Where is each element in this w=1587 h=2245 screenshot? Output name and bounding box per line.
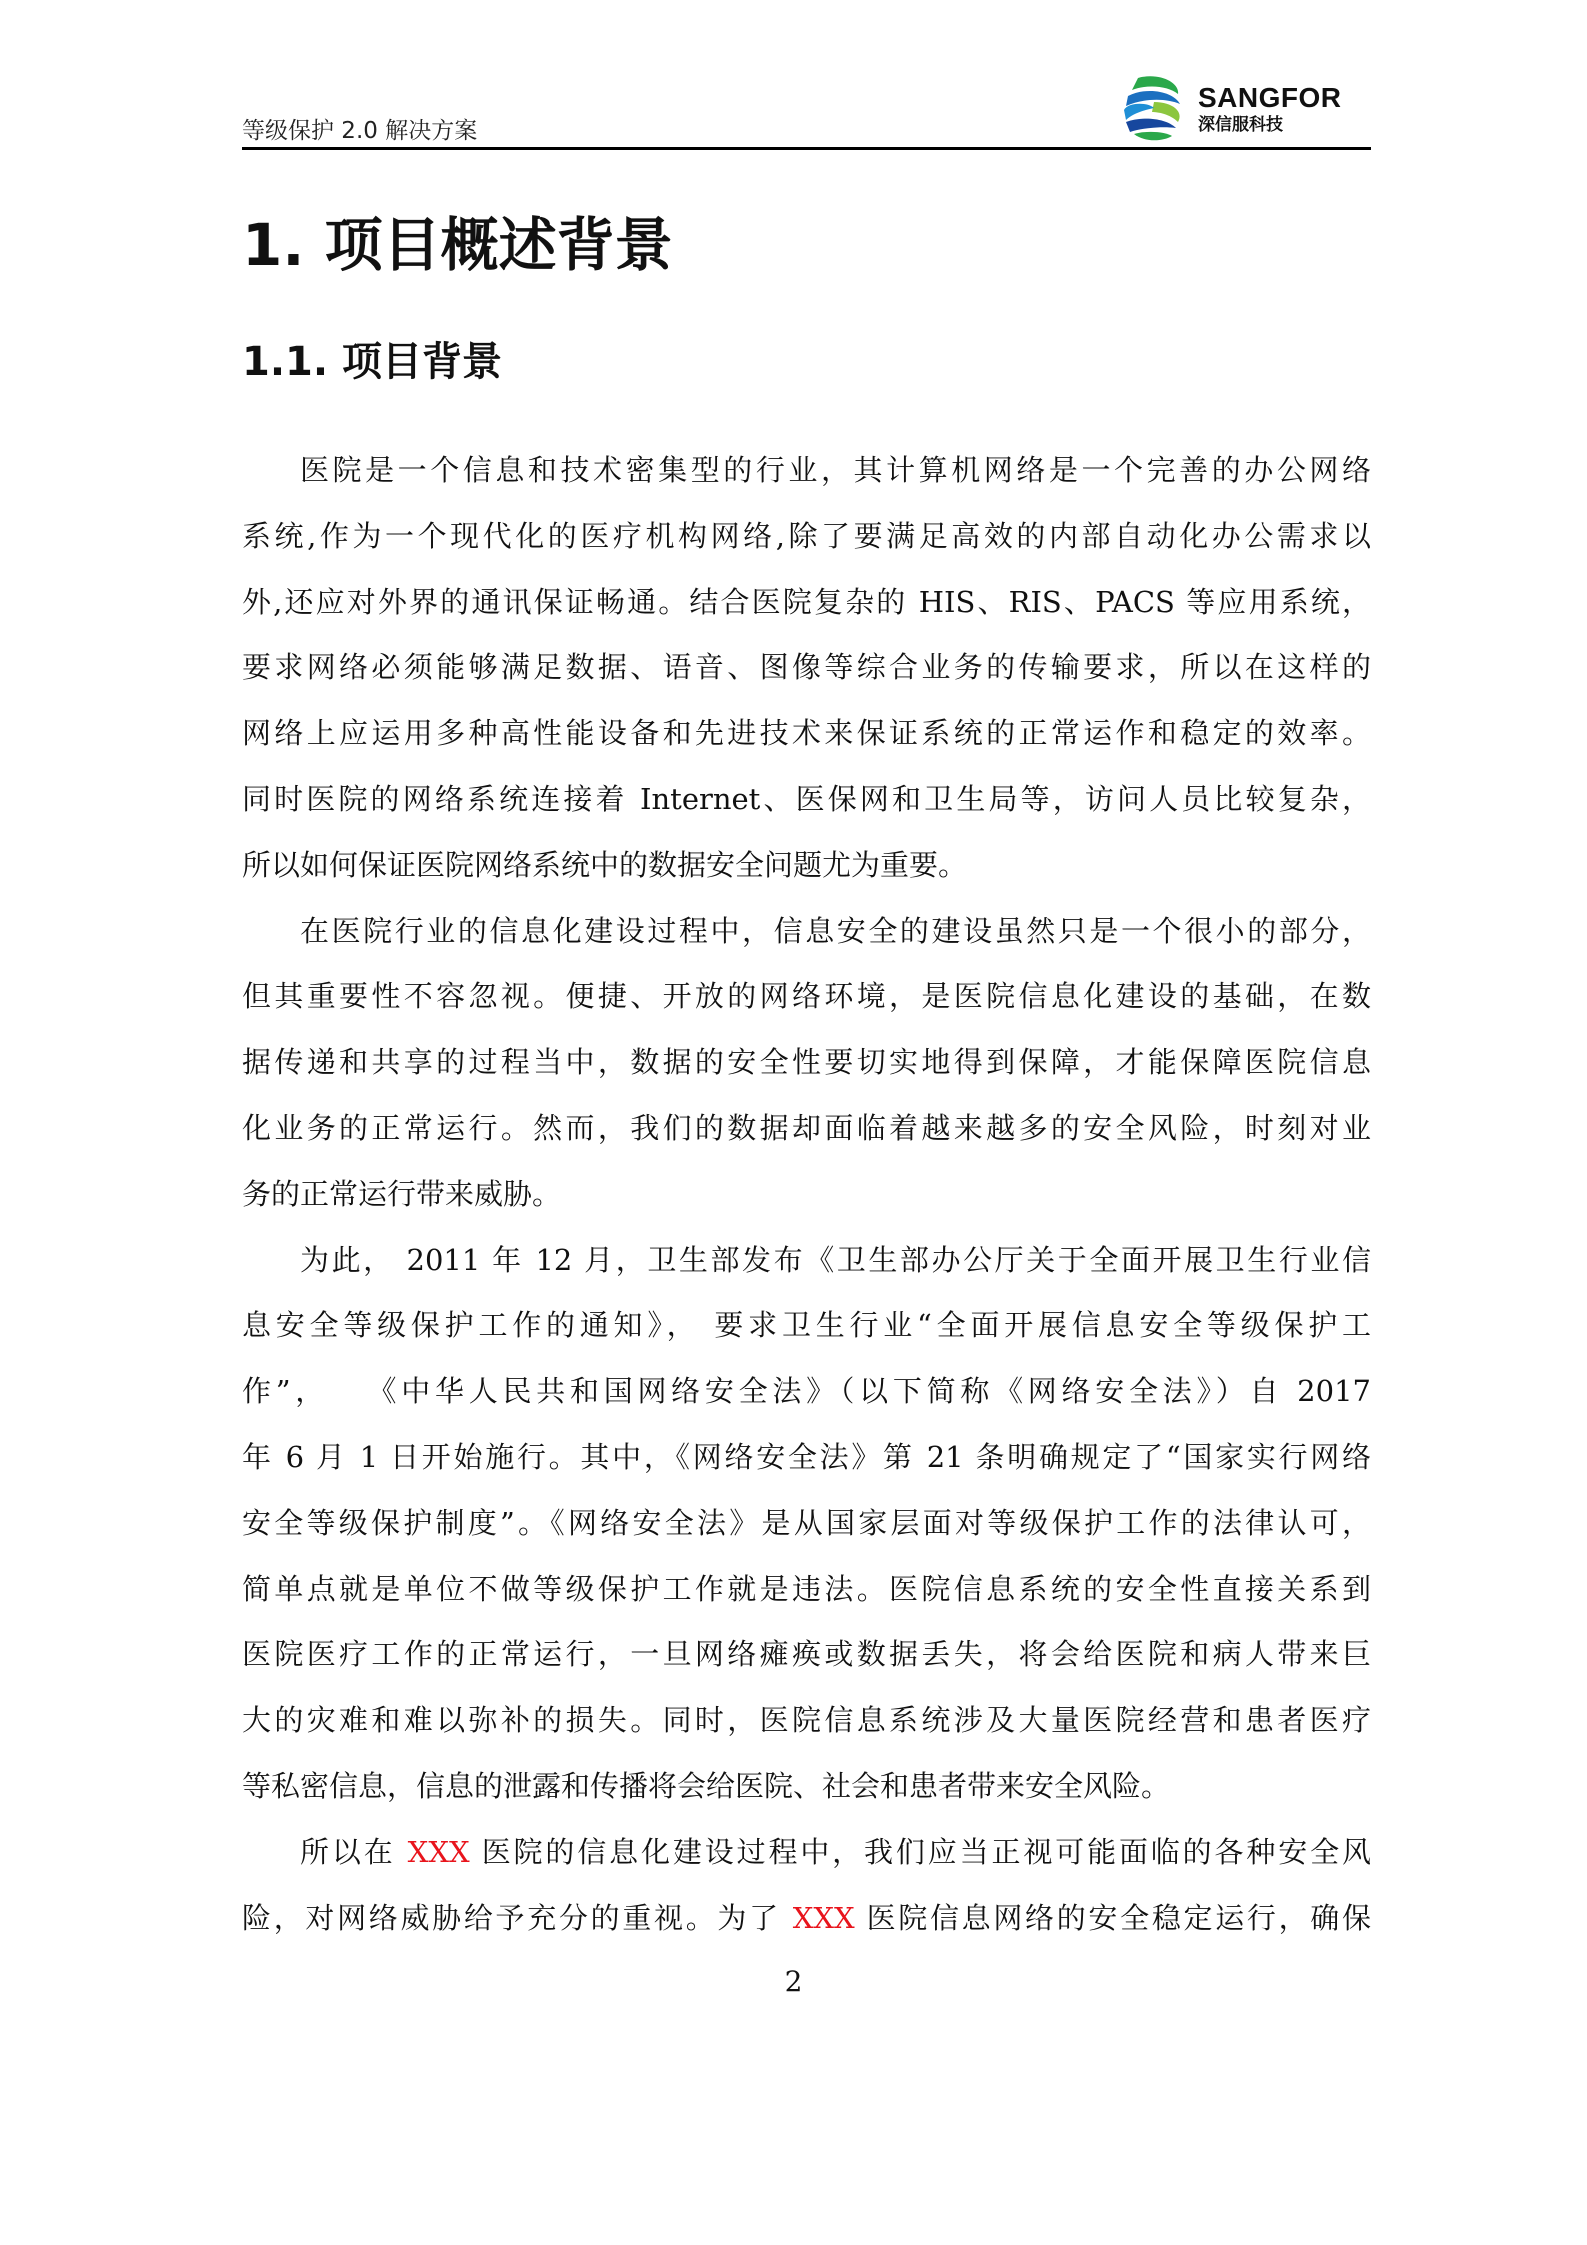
paragraph-line: 系统,作为一个现代化的医疗机构网络,除了要满足高效的内部自动化办公需求以 [242,518,1371,553]
paragraph-line: 外,还应对外界的通讯保证畅通。结合医院复杂的 HIS、RIS、PACS 等应用系统， [242,584,1371,619]
placeholder-highlight: XXX [792,1900,855,1935]
paragraph-line: 网络上应运用多种高性能设备和先进技术来保证系统的正常运作和稳定的效率。 [242,716,1371,751]
paragraph-line: 简单点就是单位不做等级保护工作就是违法。医院信息系统的安全性直接关系到 [242,1571,1371,1606]
paragraph-line [242,1829,1371,1895]
paragraph-line: 医院医疗工作的正常运行，一旦网络瘫痪或数据丢失，将会给医院和病人带来巨 [242,1637,1371,1672]
logo-text-en: SANGFOR [1198,81,1342,113]
logo-text-cn: 深信服科技 [1198,114,1283,134]
paragraph-line: 在医院行业的信息化建设过程中，信息安全的建设虽然只是一个很小的部分， [300,913,1371,948]
page-number: 2 [784,1965,803,1998]
running-header: 等级保护 2.0 解决方案 [242,118,478,144]
paragraph-line: 据传递和共享的过程当中，数据的安全性要切实地得到保障，才能保障医院信息 [242,1045,1371,1080]
paragraph-line: 安全等级保护制度”。《网络安全法》是从国家层面对等级保护工作的法律认可， [242,1505,1371,1540]
paragraph-line [242,1895,1371,1961]
sangfor-logo [1118,72,1342,144]
heading-2: 1.1. 项目背景 [242,339,502,385]
paragraph-line: 化业务的正常运行。然而，我们的数据却面临着越来越多的安全风险，时刻对业 [242,1110,1371,1145]
paragraph-line: 大的灾难和难以弥补的损失。同时，医院信息系统涉及大量医院经营和患者医疗 [242,1703,1371,1738]
placeholder-highlight: XXX [407,1834,470,1869]
paragraph-line: 要求网络必须能够满足数据、语音、图像等综合业务的传输要求，所以在这样的 [242,650,1371,685]
paragraph-line: 为此， 2011 年 12 月，卫生部发布《卫生部办公厅关于全面开展卫生行业信 [300,1242,1371,1277]
paragraph-line: 年 6 月 1 日开始施行。其中，《网络安全法》第 21 条明确规定了“国家实行网络 [242,1439,1371,1474]
paragraph-line: 等私密信息，信息的泄露和传播将会给医院、社会和患者带来安全风险。 [242,1768,1171,1803]
paragraph-line: 务的正常运行带来威胁。 [242,1176,562,1211]
heading-1: 1. 项目概述背景 [242,211,673,279]
text-segment: 医院的信息化建设过程中，我们应当正视可能面临的各种安全风 [469,1834,1371,1869]
text-segment: 所以在 [300,1834,408,1869]
sangfor-logo-icon [1118,72,1188,144]
paragraph-line: 所以如何保证医院网络系统中的数据安全问题尤为重要。 [242,847,968,882]
body-text [242,447,1371,1960]
paragraph-line: 同时医院的网络系统连接着 Internet、医保网和卫生局等，访问人员比较复杂， [242,781,1371,816]
paragraph-line: 作”， 《中华人民共和国网络安全法》（以下简称《网络安全法》）自 2017 [242,1374,1371,1409]
paragraph-line: 但其重要性不容忽视。便捷、开放的网络环境，是医院信息化建设的基础，在数 [242,979,1371,1014]
header-divider [242,147,1371,150]
paragraph-line: 息安全等级保护工作的通知》， 要求卫生行业“全面开展信息安全等级保护工 [242,1308,1371,1343]
text-segment: 医院信息网络的安全稳定运行，确保 [854,1900,1371,1935]
text-segment: 险，对网络威胁给予充分的重视。为了 [242,1900,793,1935]
paragraph-line: 医院是一个信息和技术密集型的行业，其计算机网络是一个完善的办公网络 [300,453,1371,487]
